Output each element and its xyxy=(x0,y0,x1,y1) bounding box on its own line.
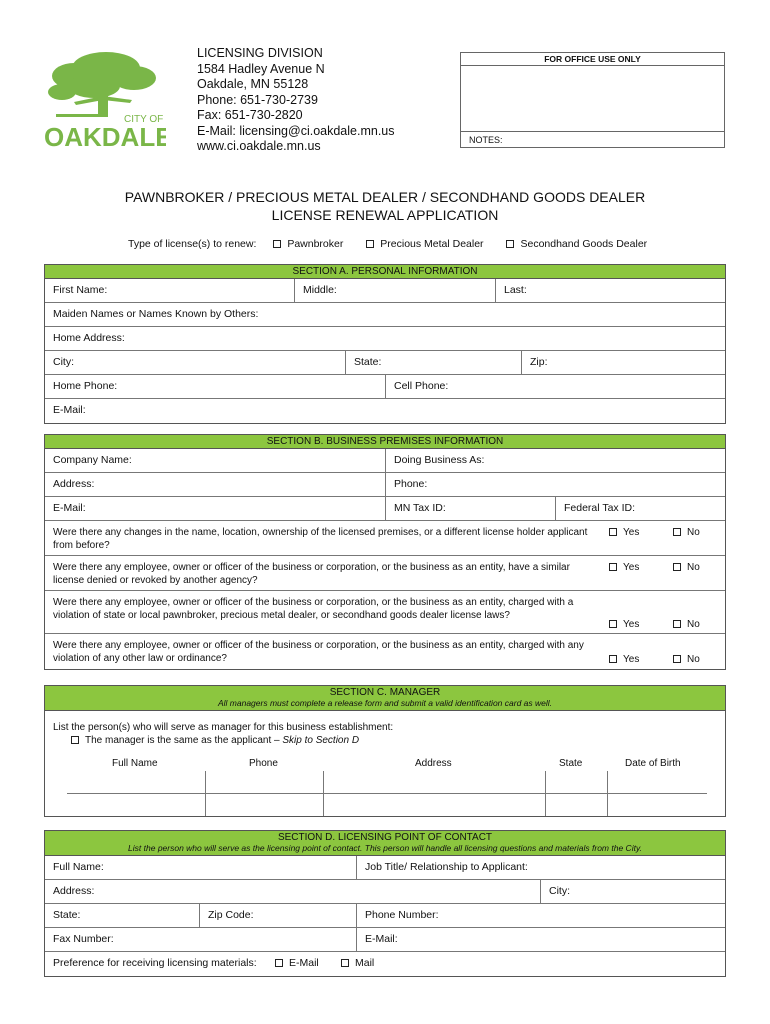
federal-tax-id-field[interactable]: Federal Tax ID: xyxy=(555,497,643,520)
preference-email-option[interactable]: E-Mail xyxy=(267,952,327,976)
column-phone: Phone xyxy=(249,758,278,769)
home-phone-field[interactable]: Home Phone: xyxy=(53,380,118,392)
column-address: Address xyxy=(415,758,452,769)
column-divider xyxy=(323,771,324,816)
pawnbroker-option[interactable]: Pawnbroker xyxy=(273,238,343,250)
middle-name-field[interactable]: Middle: xyxy=(294,279,345,302)
mn-tax-id-field[interactable]: MN Tax ID: xyxy=(385,497,454,520)
city-field[interactable]: City: xyxy=(53,356,74,368)
contact-fax-field[interactable]: Fax Number: xyxy=(53,933,114,945)
dba-field[interactable]: Doing Business As: xyxy=(385,449,492,472)
section-c xyxy=(44,685,726,817)
question-text: Were there any employee, owner or officer of the business or corporation, or the business as an entity, charged with a violation of state or local pawnbroker, precious metal dealer, or secondhand goods dealer license laws? xyxy=(53,597,574,621)
contact-city-field[interactable]: City: xyxy=(540,880,578,903)
manager-row-line[interactable] xyxy=(67,793,707,794)
company-name-field[interactable]: Company Name: xyxy=(53,454,132,466)
checkbox-icon[interactable] xyxy=(673,620,681,628)
section-a-header: SECTION A. PERSONAL INFORMATION xyxy=(45,265,725,279)
phone-number: Phone: 651-730-2739 xyxy=(197,92,318,107)
section-b xyxy=(44,434,726,670)
checkbox-icon[interactable] xyxy=(366,240,374,248)
cell-phone-field[interactable]: Cell Phone: xyxy=(385,375,456,398)
question-text: Were there any employee, owner or officer of the business or corporation, or the business as an entity, charged with any violation of any other law or ordinance? xyxy=(53,640,584,664)
checkbox-icon[interactable] xyxy=(341,959,349,967)
contact-full-name-field[interactable]: Full Name: xyxy=(53,861,104,873)
manager-area xyxy=(45,711,725,816)
contact-state-field[interactable]: State: xyxy=(53,909,81,921)
city-state-zip: Oakdale, MN 55128 xyxy=(197,77,309,91)
column-divider xyxy=(545,771,546,816)
personal-email-field[interactable]: E-Mail: xyxy=(53,404,86,416)
city-logo xyxy=(44,46,166,150)
form-title-line1: PAWNBROKER / PRECIOUS METAL DEALER / SECONDHAND GOODS DEALER xyxy=(124,189,646,205)
same-as-applicant-option[interactable]: The manager is the same as the applicant – Skip to Section D xyxy=(71,735,359,746)
license-type-label: Type of license(s) to renew: xyxy=(128,238,257,250)
zip-field[interactable]: Zip: xyxy=(521,351,556,374)
checkbox-icon[interactable] xyxy=(273,240,281,248)
no-option[interactable]: No xyxy=(673,653,700,666)
section-c-title: SECTION C. MANAGER xyxy=(329,687,441,698)
office-use-box xyxy=(460,52,725,148)
yes-option[interactable]: Yes xyxy=(609,618,639,631)
office-notes: NOTES: xyxy=(461,131,724,148)
column-divider xyxy=(607,771,608,816)
section-d-subtitle: List the person who will serve as the licensing point of contact. This person will handle all licensing questions and materials from the City. xyxy=(128,843,642,853)
no-option[interactable]: No xyxy=(673,561,700,574)
no-option[interactable]: No xyxy=(673,618,700,631)
section-d-header xyxy=(45,831,725,856)
section-a xyxy=(44,264,726,424)
question-text: Were there any employee, owner or officer of the business or corporation, or the business as an entity, have a similar license denied or revoked by another agency? xyxy=(53,562,570,586)
section-c-subtitle: All managers must complete a release form and submit a valid identification card as well. xyxy=(217,698,552,708)
contact-zip-field[interactable]: Zip Code: xyxy=(199,904,262,927)
checkbox-icon[interactable] xyxy=(673,655,681,663)
state-field[interactable]: State: xyxy=(345,351,389,374)
question-row xyxy=(45,521,725,556)
checkbox-icon[interactable] xyxy=(609,655,617,663)
business-email-field[interactable]: E-Mail: xyxy=(53,502,86,514)
logo-name: OAKDALE xyxy=(44,122,166,150)
question-row xyxy=(45,556,725,591)
yes-option[interactable]: Yes xyxy=(609,561,639,574)
job-title-field[interactable]: Job Title/ Relationship to Applicant: xyxy=(356,856,536,879)
skip-note: Skip to Section D xyxy=(282,735,360,746)
checkbox-icon[interactable] xyxy=(506,240,514,248)
checkbox-icon[interactable] xyxy=(71,736,79,744)
question-row xyxy=(45,634,725,669)
section-b-header: SECTION B. BUSINESS PREMISES INFORMATION xyxy=(45,435,725,449)
maiden-names-field[interactable]: Maiden Names or Names Known by Others: xyxy=(53,308,259,320)
section-c-header xyxy=(45,686,725,711)
yes-option[interactable]: Yes xyxy=(609,526,639,539)
license-type-row xyxy=(128,238,667,250)
checkbox-icon[interactable] xyxy=(609,528,617,536)
checkbox-icon[interactable] xyxy=(609,563,617,571)
contact-block xyxy=(197,46,395,155)
licensing-division: LICENSING DIVISION xyxy=(197,46,323,60)
section-d xyxy=(44,830,726,977)
contact-address-field[interactable]: Address: xyxy=(53,885,95,897)
question-text: Were there any changes in the name, location, ownership of the licensed premises, or a different license holder applicant from before? xyxy=(53,527,588,551)
checkbox-icon[interactable] xyxy=(673,528,681,536)
checkbox-icon[interactable] xyxy=(609,620,617,628)
contact-email-field[interactable]: E-Mail: xyxy=(356,928,406,951)
manager-intro: List the person(s) who will serve as manager for this business establishment: xyxy=(53,722,394,733)
precious-metal-option[interactable]: Precious Metal Dealer xyxy=(366,238,483,250)
preference-label: Preference for receiving licensing materials: xyxy=(53,957,257,969)
column-divider xyxy=(205,771,206,816)
secondhand-goods-option[interactable]: Secondhand Goods Dealer xyxy=(506,238,647,250)
street-address: 1584 Hadley Avenue N xyxy=(197,61,325,76)
email-address: E-Mail: licensing@ci.oakdale.mn.us xyxy=(197,123,395,138)
office-use-header: FOR OFFICE USE ONLY xyxy=(461,53,724,66)
fax-number: Fax: 651-730-2820 xyxy=(197,108,303,122)
business-address-field[interactable]: Address: xyxy=(53,478,95,490)
preference-mail-option[interactable]: Mail xyxy=(333,952,382,976)
yes-option[interactable]: Yes xyxy=(609,653,639,666)
home-address-field[interactable]: Home Address: xyxy=(53,332,125,344)
business-phone-field[interactable]: Phone: xyxy=(385,473,435,496)
question-row xyxy=(45,591,725,634)
first-name-field[interactable]: First Name: xyxy=(53,284,108,296)
last-name-field[interactable]: Last: xyxy=(495,279,535,302)
column-state: State xyxy=(559,758,583,769)
no-option[interactable]: No xyxy=(673,526,700,539)
website: www.ci.oakdale.mn.us xyxy=(197,139,321,153)
form-title-line2: LICENSE RENEWAL APPLICATION xyxy=(271,207,499,223)
contact-phone-field[interactable]: Phone Number: xyxy=(356,904,447,927)
column-date-of-birth: Date of Birth xyxy=(625,758,681,769)
checkbox-icon[interactable] xyxy=(673,563,681,571)
logo-city-of: CITY OF xyxy=(124,114,164,125)
section-d-title: SECTION D. LICENSING POINT OF CONTACT xyxy=(277,832,493,843)
column-full-name: Full Name xyxy=(112,758,158,769)
checkbox-icon[interactable] xyxy=(275,959,283,967)
